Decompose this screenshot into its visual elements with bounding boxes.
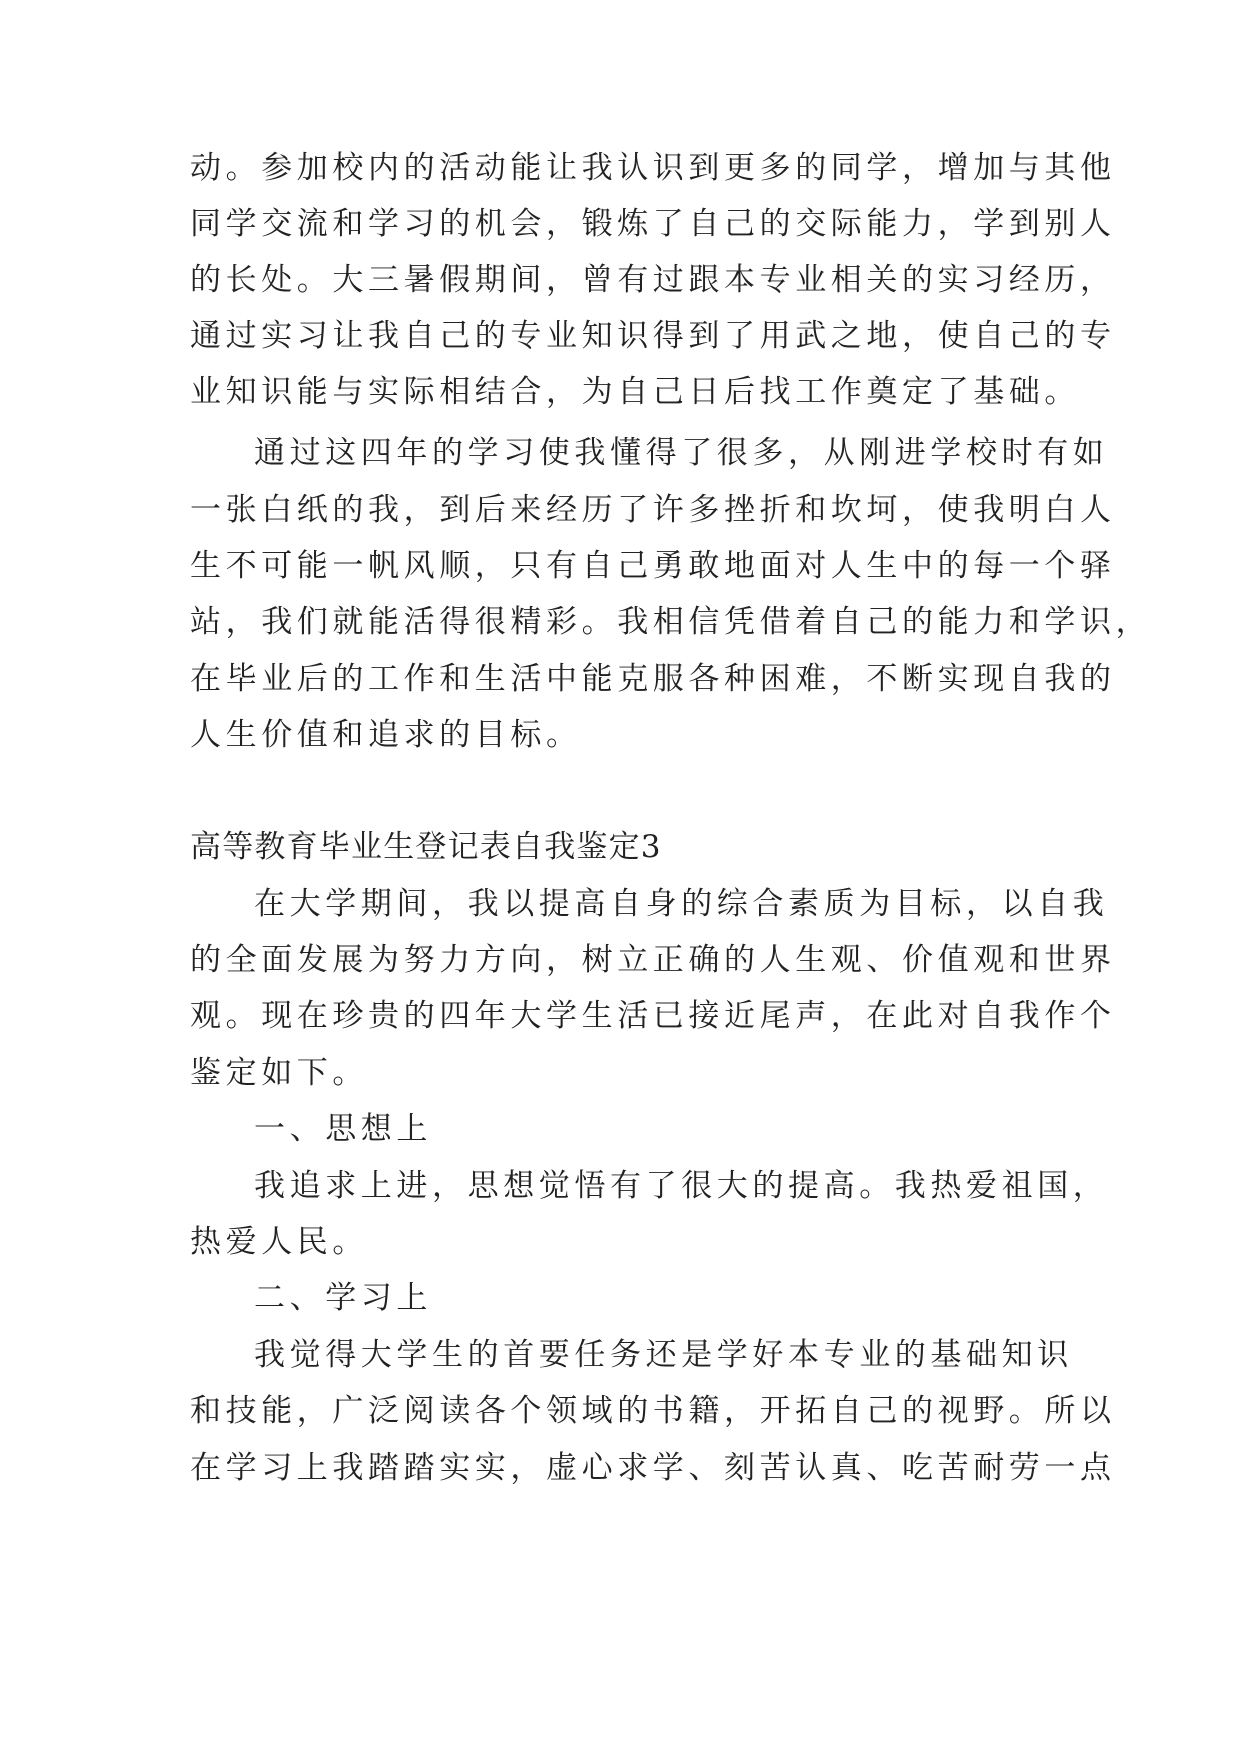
subheading: 一、思想上 xyxy=(254,1111,432,1147)
paragraph-line: 一张白纸的我，到后来经历了许多挫折和坎坷，使我明白人 xyxy=(190,492,1116,528)
paragraph-line: 在学习上我踏踏实实，虚心求学、刻苦认真、吃苦耐劳一点 xyxy=(190,1450,1116,1486)
paragraph-line: 在大学期间，我以提高自身的综合素质为目标，以自我 xyxy=(254,886,1109,922)
paragraph-line: 我追求上进，思想觉悟有了很大的提高。我热爱祖国， xyxy=(254,1168,1109,1204)
paragraph-line: 通过实习让我自己的专业知识得到了用武之地，使自己的专 xyxy=(190,318,1116,354)
paragraph-line: 动。参加校内的活动能让我认识到更多的同学，增加与其他 xyxy=(190,150,1116,186)
paragraph-line: 鉴定如下。 xyxy=(190,1055,368,1091)
paragraph-line: 业知识能与实际相结合，为自己日后找工作奠定了基础。 xyxy=(190,374,1080,410)
paragraph-line: 的长处。大三暑假期间，曾有过跟本专业相关的实习经历， xyxy=(190,262,1116,298)
paragraph-line: 通过这四年的学习使我懂得了很多，从刚进学校时有如 xyxy=(254,435,1109,471)
paragraph-line: 的全面发展为努力方向，树立正确的人生观、价值观和世界 xyxy=(190,942,1116,978)
paragraph-line: 站，我们就能活得很精彩。我相信凭借着自己的能力和学识， xyxy=(190,604,1152,640)
section-title: 高等教育毕业生登记表自我鉴定3 xyxy=(190,829,662,865)
paragraph-line: 我觉得大学生的首要任务还是学好本专业的基础知识 xyxy=(254,1337,1073,1373)
paragraph-line: 和技能，广泛阅读各个领域的书籍，开拓自己的视野。所以 xyxy=(190,1393,1116,1429)
paragraph-line: 人生价值和追求的目标。 xyxy=(190,717,582,753)
subheading: 二、学习上 xyxy=(254,1280,432,1316)
paragraph-line: 观。现在珍贵的四年大学生活已接近尾声，在此对自我作个 xyxy=(190,998,1116,1034)
paragraph-line: 同学交流和学习的机会，锻炼了自己的交际能力，学到别人 xyxy=(190,206,1116,242)
paragraph-line: 热爱人民。 xyxy=(190,1224,368,1260)
paragraph-line: 在毕业后的工作和生活中能克服各种困难，不断实现自我的 xyxy=(190,661,1116,697)
paragraph-line: 生不可能一帆风顺，只有自己勇敢地面对人生中的每一个驿 xyxy=(190,548,1116,584)
